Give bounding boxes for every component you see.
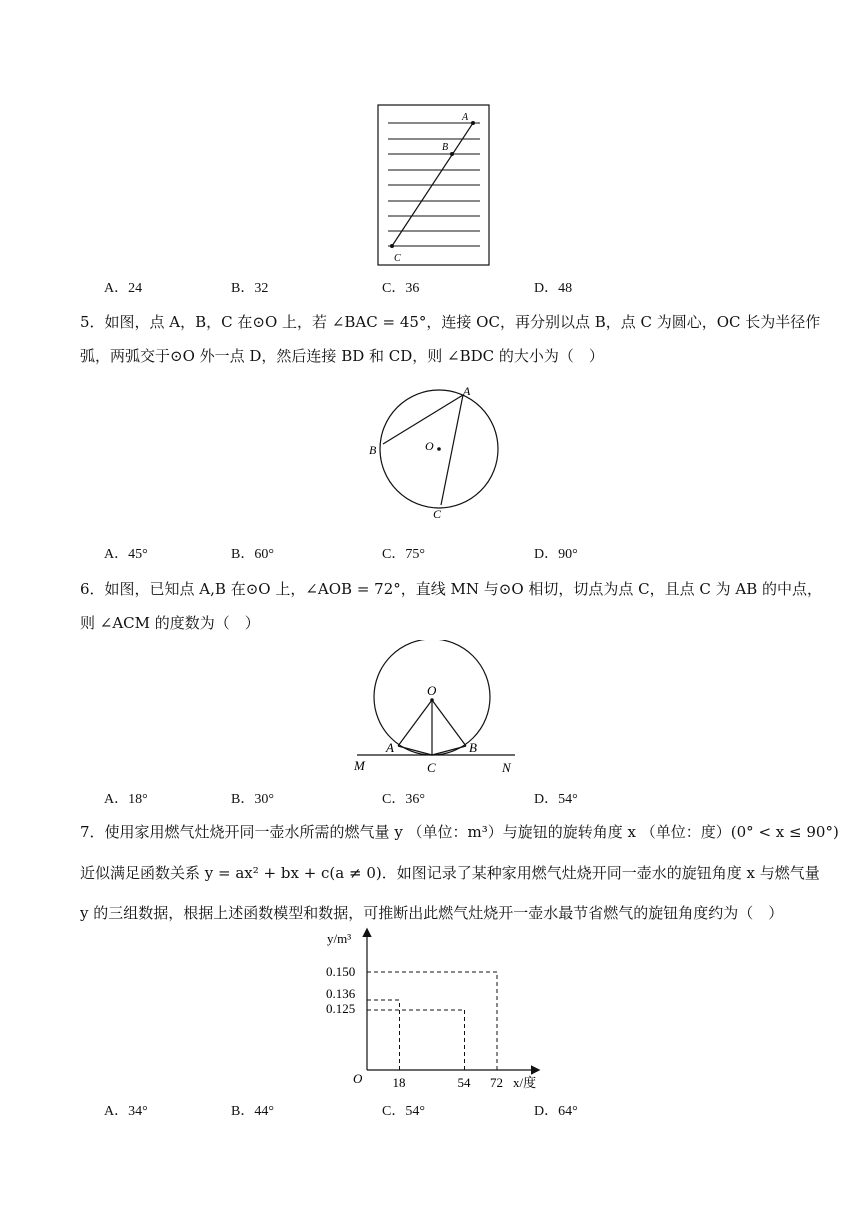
label-a: A [462, 112, 469, 123]
x-tick-label: 18 [392, 1075, 406, 1090]
q7-option-b: B．44° [231, 1104, 274, 1119]
q5-stem-line2: 弧，两弧交于⊙O 外一点 D，然后连接 BD 和 CD，则 ∠BDC 的大小为（ ） [80, 347, 604, 365]
q7-stem-line1: 7．使用家用燃气灶烧开同一壶水所需的燃气量 y （单位：m³）与旋钮的旋转角度 x （单位：度）(0° < x ≤ 90°) [80, 823, 839, 841]
q6-tangent-figure [345, 640, 535, 780]
q6-stem-line1: 6．如图，已知点 A,B 在⊙O 上，∠AOB = 72°，直线 MN 与⊙O 相切，切点为点 C，且点 C 为 AB 的中点， [80, 580, 823, 598]
origin-label: O [353, 1071, 363, 1086]
chord-ac [398, 746, 432, 755]
label-c: C [433, 507, 442, 521]
q5-option-d: D．90° [534, 547, 578, 562]
q4-lined-paper-figure [370, 100, 500, 272]
y-axis-label: y/m³ [327, 931, 352, 946]
q4-option-c: C．36 [382, 281, 420, 296]
q7-option-a: A．34° [104, 1104, 148, 1119]
q6-option-c: C．36° [382, 792, 425, 807]
q4-option-a: A．24 [104, 281, 143, 296]
q5-option-a: A．45° [104, 547, 148, 562]
q6-option-a: A．18° [104, 792, 148, 807]
label-c: C [394, 253, 401, 264]
x-tick-label: 54 [457, 1075, 471, 1090]
label-b: B [442, 142, 449, 153]
chord-ac [441, 395, 463, 505]
q6-stem-line2: 则 ∠ACM 的度数为（ ） [80, 614, 260, 632]
q7-stem-line2: 近似满足函数关系 y = ax² + bx + c(a ≠ 0)．如图记录了某种家用燃气灶烧开同一壶水的旋钮角度 x 与燃气量 [80, 864, 820, 882]
q5-option-b: B．60° [231, 547, 274, 562]
q7-stem-line3: y 的三组数据，根据上述函数模型和数据，可推断出此燃气灶烧开一壶水最节省燃气的旋钮角度约为（ ） [80, 904, 784, 922]
q6-option-d: D．54° [534, 792, 578, 807]
y-tick-label: 0.150 [326, 964, 356, 979]
q7-option-d: D．64° [534, 1104, 578, 1119]
label-b: B [469, 740, 477, 755]
chord-bc [432, 746, 466, 755]
q4-option-b: B．32 [231, 281, 269, 296]
q5-stem-line1: 5．如图，点 A，B，C 在⊙O 上，若 ∠BAC = 45°，连接 OC，再分别以点 B，点 C 为圆心，OC 长为半径作 [80, 313, 821, 331]
label-o: O [427, 683, 437, 698]
label-c: C [427, 760, 436, 775]
label-m: M [354, 758, 365, 773]
label-o: O [425, 439, 434, 453]
q7-gas-chart [320, 925, 550, 1095]
chord-ab [383, 395, 463, 444]
x-axis-label: x/度 [513, 1075, 537, 1090]
center-o [437, 447, 441, 451]
y-tick-label: 0.125 [326, 1001, 356, 1016]
q7-option-c: C．54° [382, 1104, 425, 1119]
radius-oa [398, 700, 432, 746]
q4-option-d: D．48 [534, 281, 573, 296]
point-c [390, 244, 394, 248]
label-a: A [386, 740, 394, 755]
paper-rule-lines [388, 123, 480, 246]
label-n: N [502, 760, 511, 775]
point-b [450, 152, 454, 156]
radius-ob [432, 700, 466, 746]
point-a [471, 121, 475, 125]
label-b: B [369, 443, 377, 457]
center-o [430, 698, 434, 702]
y-tick-label: 0.136 [326, 986, 356, 1001]
x-tick-label: 72 [490, 1075, 503, 1090]
label-a: A [463, 384, 471, 398]
q5-circle-figure [360, 380, 510, 525]
q5-option-c: C．75° [382, 547, 425, 562]
q6-option-b: B．30° [231, 792, 274, 807]
